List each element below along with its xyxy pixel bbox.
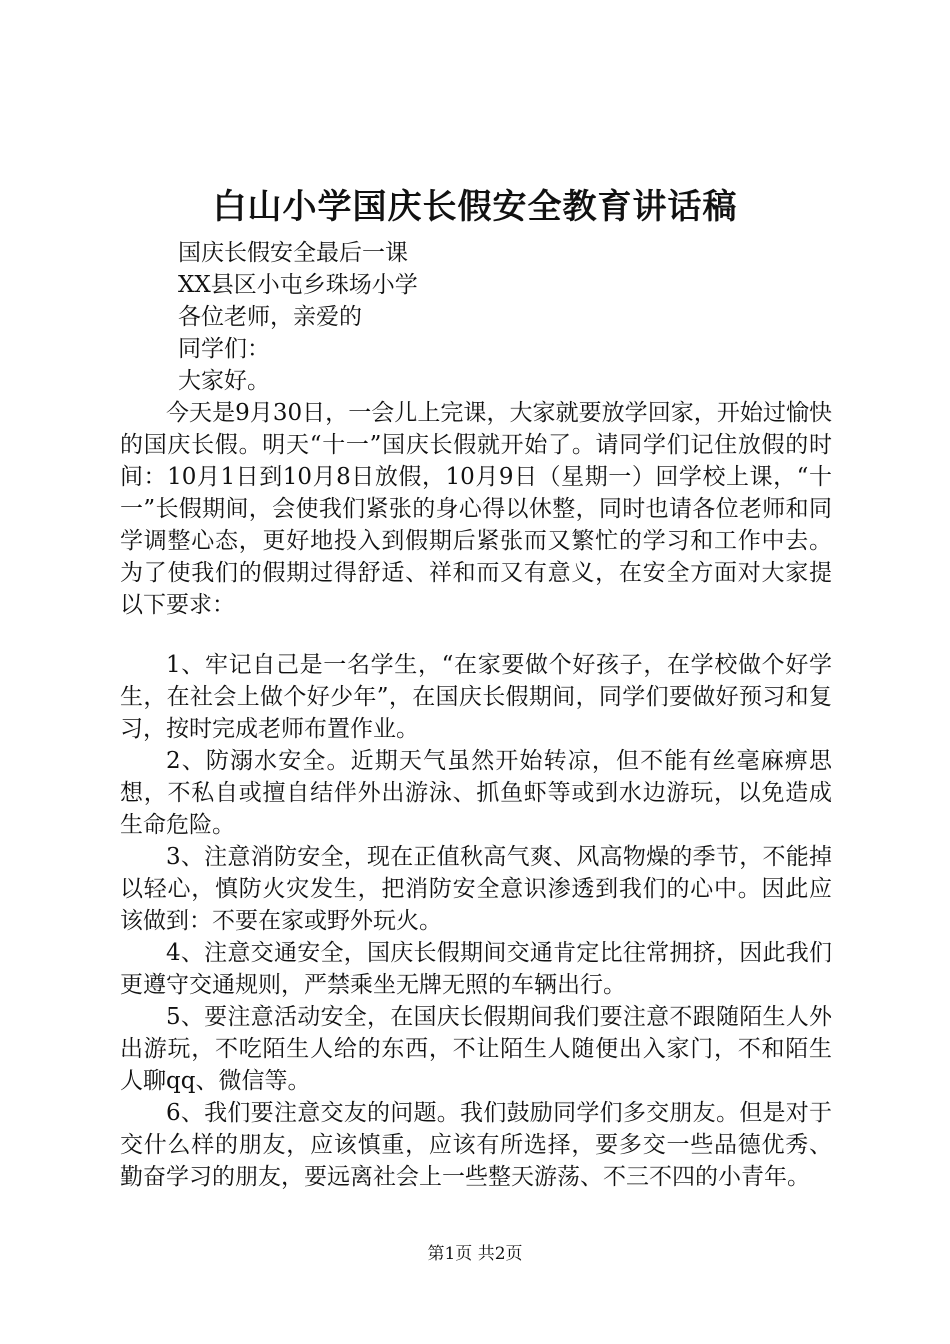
intro-paragraph: 今天是9月30日，一会儿上完课，大家就要放学回家，开始过愉快的国庆长假。明天“十一”国庆长假就开始了。请同学们记住放假的时间：10月1日到10月8日放假，10月9日（星期一）回学校上课，“十一”长假期间，会使我们紧张的身心得以休整，同时也请各位老师和同学调整心态，更好地投入到假期后紧张而又繁忙的学习和工作中去。为了使我们的假期过得舒适、祥和而又有意义，在安全方面对大家提以下要求： bbox=[120, 400, 832, 618]
paragraph-spacer bbox=[120, 621, 832, 649]
safety-item: 5、要注意活动安全，在国庆长假期间我们要注意不跟随陌生人外出游玩，不吃陌生人给的东西，不让陌生人随便出入家门，不和陌生人聊qq、微信等。 bbox=[120, 1004, 832, 1094]
header-line: 同学们： bbox=[178, 336, 270, 362]
document-body bbox=[120, 237, 832, 1193]
header-line: 大家好。 bbox=[178, 368, 270, 394]
safety-item: 1、牢记自己是一名学生，“在家要做个好孩子，在学校做个好学生，在社会上做个好少年”，在国庆长假期间，同学们要做好预习和复习，按时完成老师布置作业。 bbox=[120, 652, 832, 742]
document-title: 白山小学国庆长假安全教育讲话稿 bbox=[212, 187, 738, 227]
safety-item: 6、我们要注意交友的问题。我们鼓励同学们多交朋友。但是对于交什么样的朋友，应该慎重，应该有所选择，要多交一些品德优秀、勤奋学习的朋友，要远离社会上一些整天游荡、不三不四的小青年。 bbox=[120, 1100, 832, 1190]
safety-item: 4、注意交通安全，国庆长假期间交通肯定比往常拥挤，因此我们更遵守交通规则，严禁乘坐无牌无照的车辆出行。 bbox=[120, 940, 832, 998]
safety-item: 2、防溺水安全。近期天气虽然开始转凉，但不能有丝毫麻痹思想，不私自或擅自结伴外出游泳、抓鱼虾等或到水边游玩，以免造成生命危险。 bbox=[120, 748, 832, 838]
header-line: 各位老师，亲爱的 bbox=[178, 304, 362, 330]
safety-item: 3、注意消防安全，现在正值秋高气爽、风高物燥的季节，不能掉以轻心，慎防火灾发生，把消防安全意识渗透到我们的心中。因此应该做到：不要在家或野外玩火。 bbox=[120, 844, 832, 934]
header-line: XX县区小屯乡珠场小学 bbox=[178, 272, 418, 298]
header-line: 国庆长假安全最后一课 bbox=[178, 240, 408, 266]
page-footer: 第1页 共2页 bbox=[427, 1244, 523, 1264]
